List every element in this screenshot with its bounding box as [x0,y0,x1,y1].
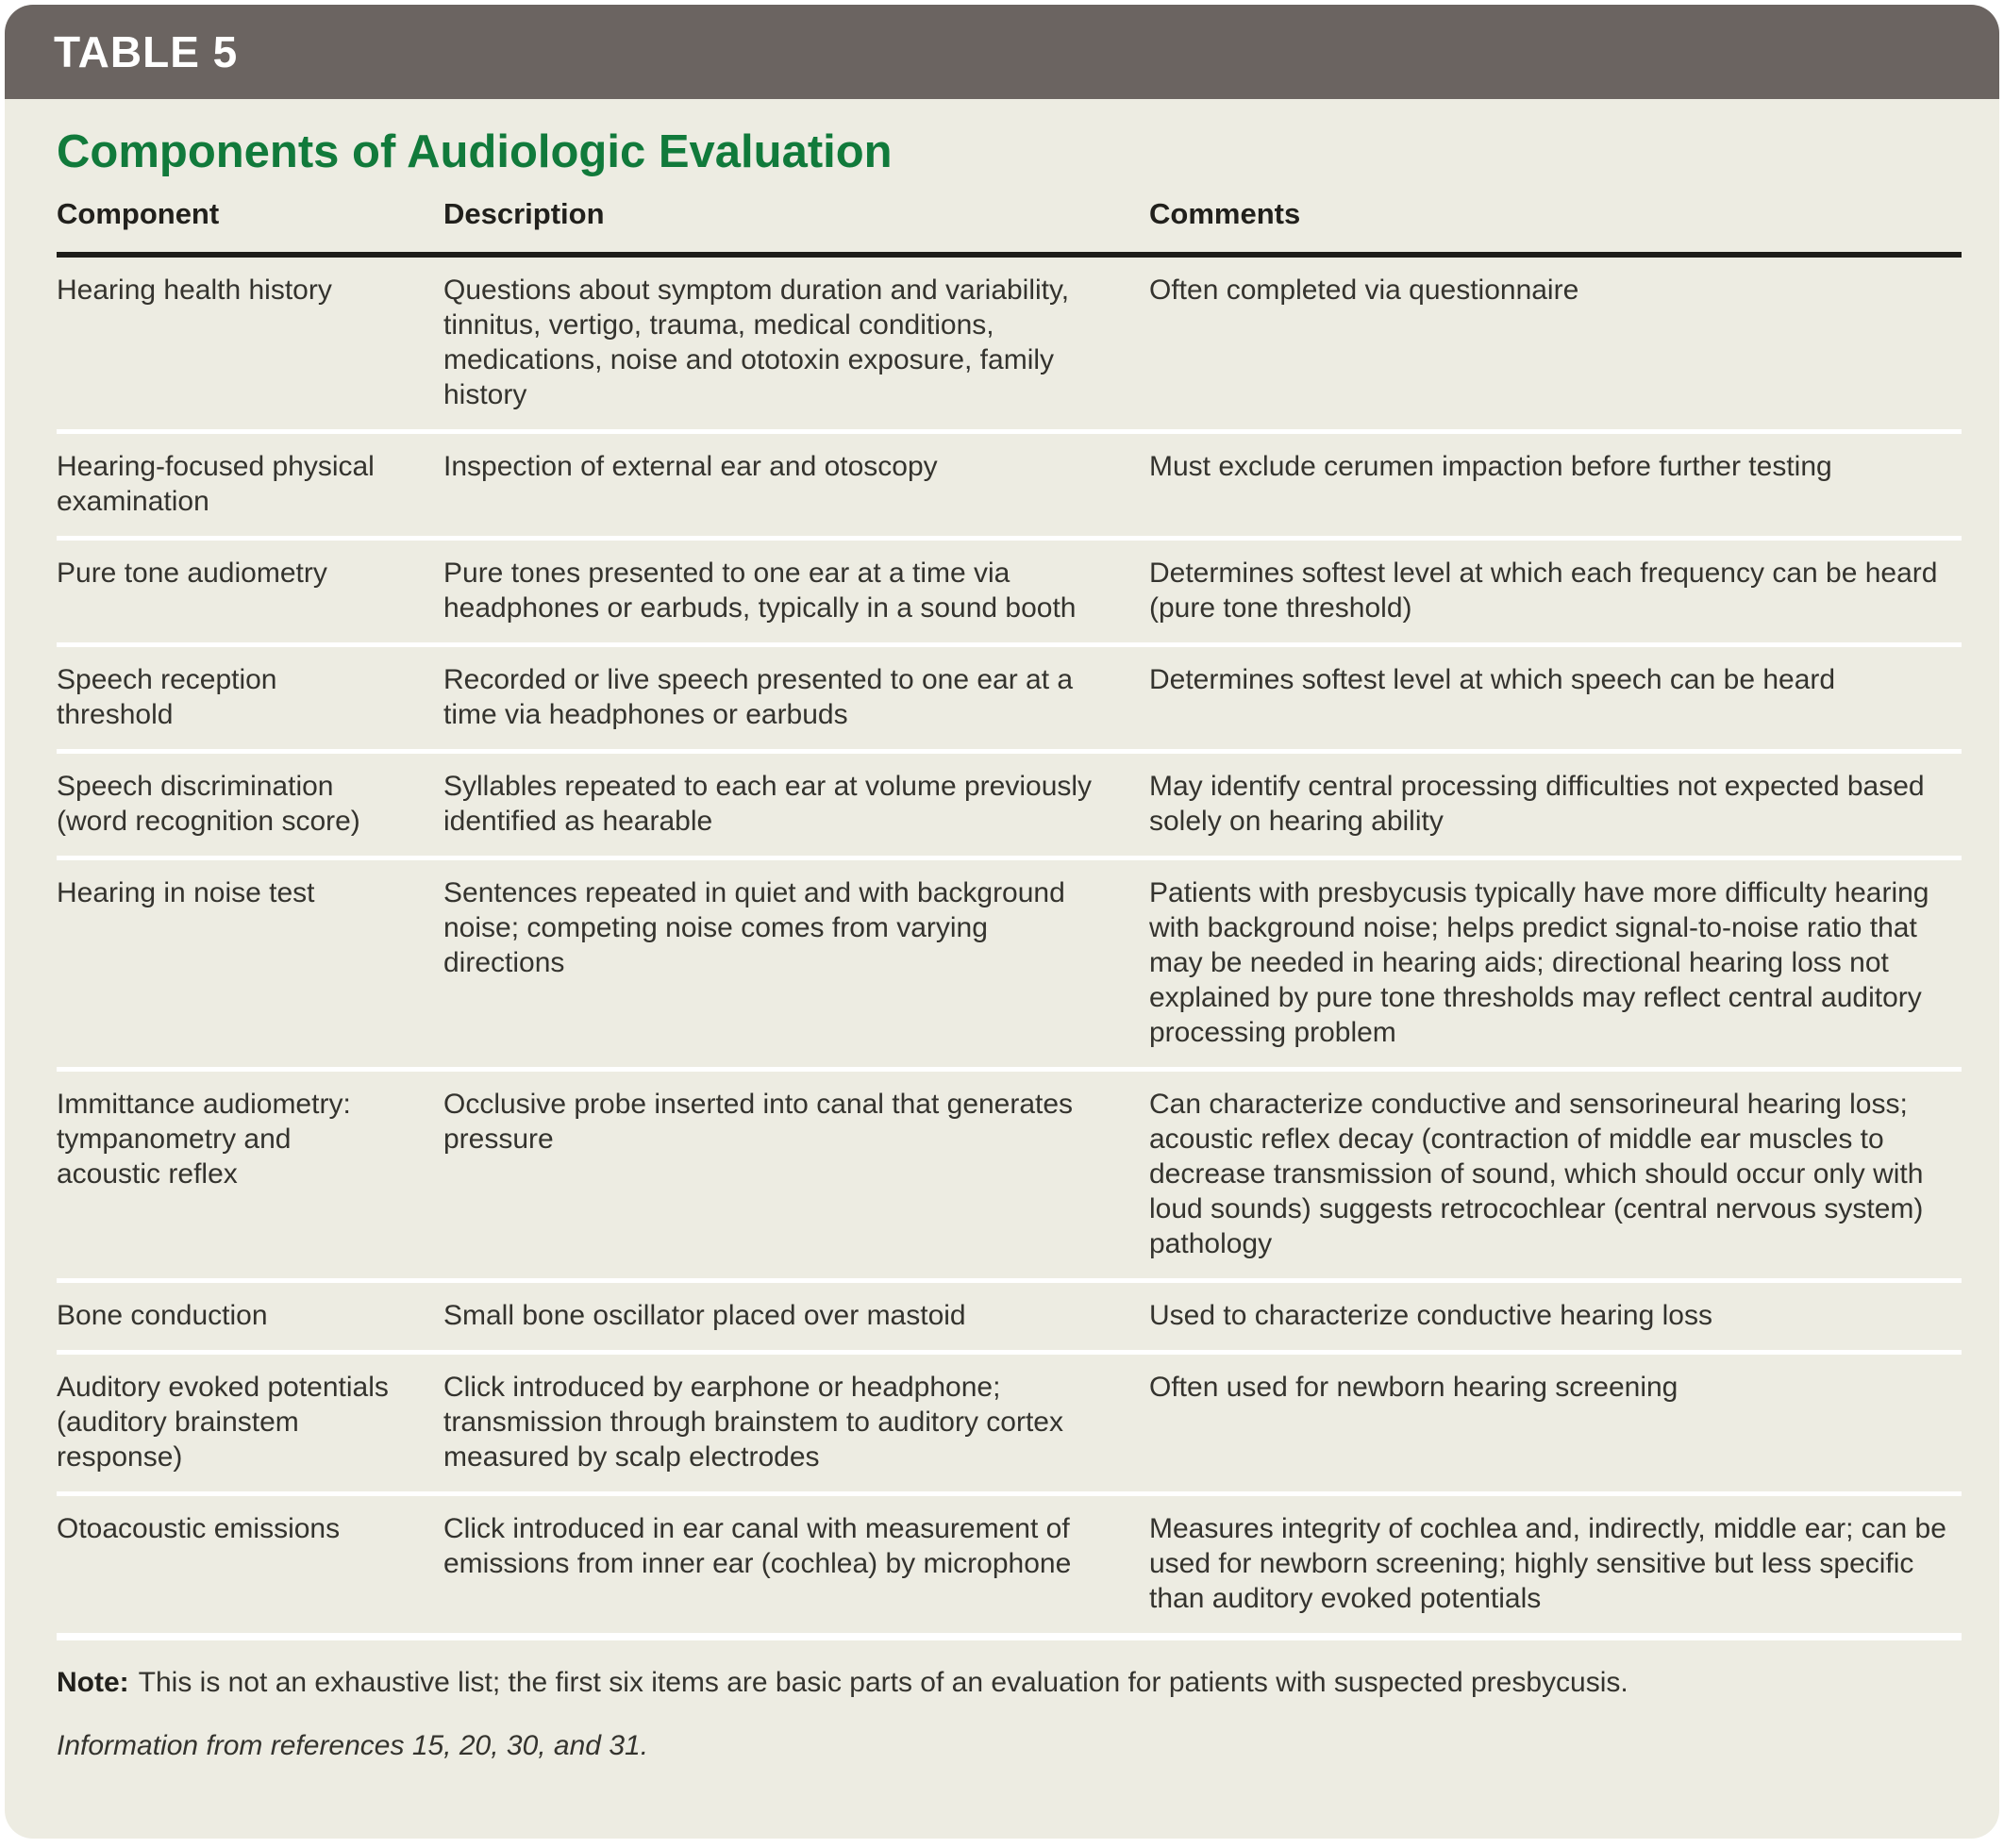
table-content [5,127,1999,1763]
table-note [57,1665,1962,1700]
description-cell: Pure tones presented to one ear at a time via headphones or earbuds, typically in a sound booth [443,558,1077,624]
component-cell: Hearing in noise test [57,877,315,908]
note-text: This is not an exhaustive list; the first six items are basic parts of an evaluation for patients with suspected presbycusis. [138,1667,1628,1698]
table-header-bar [5,5,1999,99]
comments-cell: Determines softest level at which speech can be heard [1149,664,1836,695]
comments-cell: Determines softest level at which each frequency can be heard (pure tone threshold) [1149,558,1938,624]
comments-cell: Patients with presbycusis typically have more difficulty hearing with background noise; helps predict signal-to-noise ratio that may be needed in hearing aids; directional hearing loss not explained by pure tone thresholds may reflect central auditory processing problem [1149,877,1929,1048]
component-cell: Speech discrimination (word recognition score) [57,771,360,837]
note-divider [57,1633,1962,1640]
note-label: Note: [57,1667,129,1698]
component-cell: Pure tone audiometry [57,558,327,589]
table-card [5,5,1999,1839]
description-cell: Inspection of external ear and otoscopy [443,451,938,482]
table-row [57,1491,1962,1633]
table-row [57,1067,1962,1278]
table-row [57,1278,1962,1350]
table-body [57,258,1962,1633]
description-cell: Sentences repeated in quiet and with background noise; competing noise comes from varying directions [443,877,1065,978]
column-header-description: Description [443,197,605,230]
description-cell: Questions about symptom duration and variability, tinnitus, vertigo, trauma, medical conditions, medications, noise and ototoxin exposure, family history [443,275,1070,410]
description-cell: Small bone oscillator placed over mastoid [443,1300,966,1331]
table-row [57,856,1962,1067]
comments-cell: Often completed via questionnaire [1149,275,1579,306]
comments-cell: Can characterize conductive and sensorineural hearing loss; acoustic reflex decay (contraction of middle ear muscles to decrease transmission of sound, which should occur only with loud sounds) suggests retrocochlear (central nervous system) pathology [1149,1089,1924,1259]
description-cell: Click introduced in ear canal with measurement of emissions from inner ear (cochlea) by microphone [443,1513,1072,1579]
table-row [57,258,1962,429]
component-cell: Hearing-focused physical examination [57,451,375,517]
table-row [57,536,1962,642]
table-row [57,749,1962,856]
component-cell: Otoacoustic emissions [57,1513,341,1544]
description-cell: Occlusive probe inserted into canal that generates pressure [443,1089,1074,1155]
component-cell: Immittance audiometry: tympanometry and acoustic reflex [57,1089,351,1190]
component-cell: Hearing health history [57,275,332,306]
comments-cell: Measures integrity of cochlea and, indirectly, middle ear; can be used for newborn screening; highly sensitive but less specific than auditory evoked potentials [1149,1513,1946,1614]
column-header-comments: Comments [1149,197,1301,230]
column-header-component: Component [57,197,220,230]
component-cell: Auditory evoked potentials (auditory brainstem response) [57,1372,389,1473]
source-line: Information from references 15, 20, 30, and 31. [57,1730,649,1761]
description-cell: Syllables repeated to each ear at volume previously identified as hearable [443,771,1093,837]
description-cell: Recorded or live speech presented to one ear at a time via headphones or earbuds [443,664,1074,730]
description-cell: Click introduced by earphone or headphone; transmission through brainstem to auditory cortex measured by scalp electrodes [443,1372,1063,1473]
comments-cell: Often used for newborn hearing screening [1149,1372,1678,1403]
table-title: Components of Audiologic Evaluation [57,126,893,177]
component-cell: Bone conduction [57,1300,268,1331]
table-tag-label: TABLE 5 [54,27,239,76]
comments-cell: May identify central processing difficulties not expected based solely on hearing ability [1149,771,1925,837]
component-cell: Speech reception threshold [57,664,277,730]
comments-cell: Must exclude cerumen impaction before further testing [1149,451,1832,482]
column-headers [57,197,1962,258]
table-row [57,642,1962,749]
table-row [57,1350,1962,1491]
comments-cell: Used to characterize conductive hearing loss [1149,1300,1712,1331]
table-row [57,429,1962,536]
